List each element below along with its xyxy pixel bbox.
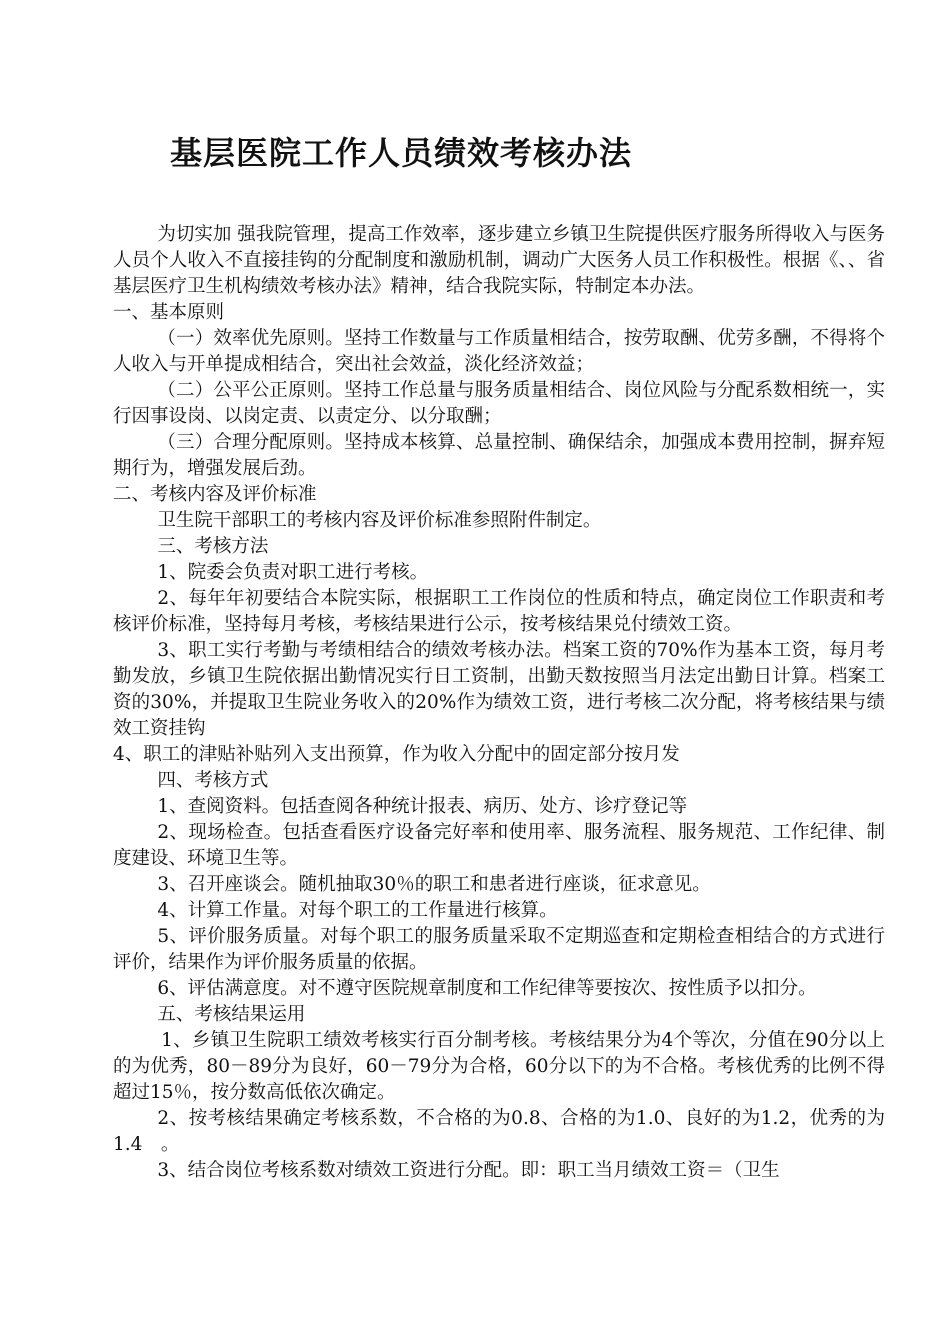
document-title: 基层医院工作人员绩效考核办法: [170, 134, 633, 172]
paragraph: 5、评价服务质量。对每个职工的服务质量采取不定期巡查和定期检查相结合的方式进行评价，结果作为评价服务质量的依据。: [113, 926, 885, 973]
paragraph: 四、考核方式: [157, 770, 269, 791]
paragraph: 4、职工的津贴补贴列入支出预算，作为收入分配中的固定部分按月发: [113, 744, 680, 765]
paragraph: 三、考核方法: [157, 536, 269, 557]
paragraph: 2、每年年初要结合本院实际，根据职工工作岗位的性质和特点，确定岗位工作职责和考核评价标准，坚持每月考核，考核结果进行公示，按考核结果兑付绩效工资。: [113, 588, 885, 635]
paragraph: 卫生院干部职工的考核内容及评价标准参照附件制定。: [157, 510, 602, 531]
paragraph: 4、计算工作量。对每个职工的工作量进行核算。: [157, 900, 558, 921]
paragraph: 五、考核结果运用: [157, 1004, 306, 1025]
paragraph: 3、职工实行考勤与考绩相结合的绩效考核办法。档案工资的70%作为基本工资，每月考勤发放，乡镇卫生院依据出勤情况实行日工资制，出勤天数按照当月法定出勤日计算。档案工资的30%，并提取卫生院业务收入的20%作为绩效工资，进行考核二次分配，将考核结果与绩效工资挂钩: [113, 640, 885, 739]
paragraph: （二）公平公正原则。坚持工作总量与服务质量相结合、岗位风险与分配系数相统一，实行因事设岗、以岗定责、以责定分、以分取酬；: [113, 380, 885, 427]
paragraph: 一、基本原则: [113, 302, 225, 323]
paragraph: 为切实加 强我院管理，提高工作效率，逐步建立乡镇卫生院提供医疗服务所得收入与医务人员个人收入不直接挂钩的分配制度和激励机制，调动广大医务人员工作积极性。根据《、、省基层医疗卫生机构绩效考核办法》精神，结合我院实际，特制定本办法。: [113, 224, 885, 297]
paragraph: （一）效率优先原则。坚持工作数量与工作质量相结合，按劳取酬、优劳多酬，不得将个人收入与开单提成相结合，突出社会效益，淡化经济效益；: [113, 328, 885, 375]
paragraph: 1、查阅资料。包括查阅各种统计报表、病历、处方、诊疗登记等: [157, 796, 688, 817]
paragraph: 2、按考核结果确定考核系数，不合格的为0.8、合格的为1.0、良好的为1.2，优秀的为1.4 。: [113, 1108, 885, 1155]
paragraph: 1、乡镇卫生院职工绩效考核实行百分制考核。考核结果分为4个等次，分值在90分以上的为优秀，80－89分为良好，60－79分为合格，60分以下的为不合格。考核优秀的比例不得超过15％，按分数高低依次确定。: [113, 1030, 885, 1103]
paragraph: 6、评估满意度。对不遵守医院规章制度和工作纪律等要按次、按性质予以扣分。: [157, 978, 817, 999]
paragraph: 3、结合岗位考核系数对绩效工资进行分配。即：职工当月绩效工资＝（卫生: [157, 1160, 780, 1181]
paragraph: 3、召开座谈会。随机抽取30％的职工和患者进行座谈，征求意见。: [157, 874, 711, 895]
paragraph: 二、考核内容及评价标准: [113, 484, 317, 505]
paragraph: 2、现场检查。包括查看医疗设备完好率和使用率、服务流程、服务规范、工作纪律、制度建设、环境卫生等。: [113, 822, 885, 869]
document-body: [113, 222, 885, 1184]
paragraph: （三）合理分配原则。坚持成本核算、总量控制、确保结余，加强成本费用控制，摒弃短期行为，增强发展后劲。: [113, 432, 885, 479]
paragraph: 1、院委会负责对职工进行考核。: [157, 562, 429, 583]
